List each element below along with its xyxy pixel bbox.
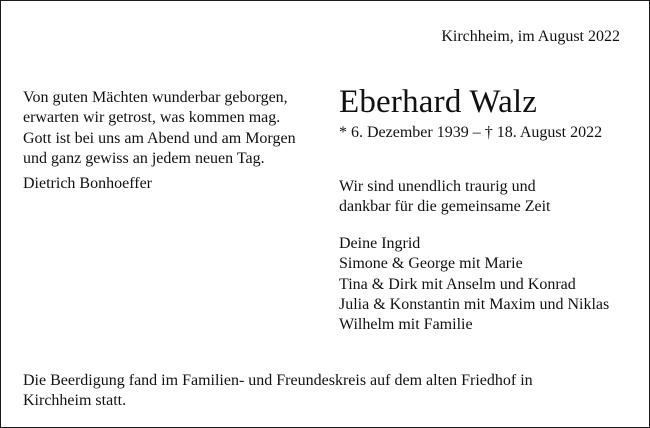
poem-line: erwarten wir getrost, was kommen mag. (23, 109, 281, 127)
poem-author: Dietrich Bonhoeffer (23, 175, 152, 192)
deceased-name: Eberhard Walz (339, 84, 538, 120)
poem-line: Gott ist bei uns am Abend und am Morgen (23, 129, 296, 147)
mourner-entry: Simone & George mit Marie (339, 255, 523, 273)
burial-line: Die Beerdigung fand im Familien- und Freundeskreis auf dem alten Friedhof in (23, 372, 533, 389)
mourners-list (339, 234, 609, 335)
mourning-line: Wir sind unendlich traurig und (339, 178, 536, 195)
poem-line: und ganz gewiss an jedem neuen Tag. (23, 149, 265, 167)
poem-quote (23, 88, 323, 169)
mourner-entry: Julia & Konstantin mit Maxim und Niklas (339, 295, 610, 313)
place-date: Kirchheim, im August 2022 (441, 28, 620, 45)
mourner-entry: Tina & Dirk mit Anselm und Konrad (339, 275, 576, 293)
poem-line: Von guten Mächten wunderbar geborgen, (23, 89, 288, 106)
mourner-entry: Deine Ingrid (339, 235, 421, 252)
mourner-entry: Wilhelm mit Familie (339, 316, 473, 334)
burial-line: Kirchheim statt. (23, 392, 127, 410)
life-dates: * 6. Dezember 1939 – † 18. August 2022 (339, 124, 603, 141)
mourning-line: dankbar für die gemeinsame Zeit (339, 198, 551, 216)
mourning-text (339, 177, 550, 218)
burial-notice (23, 371, 623, 412)
